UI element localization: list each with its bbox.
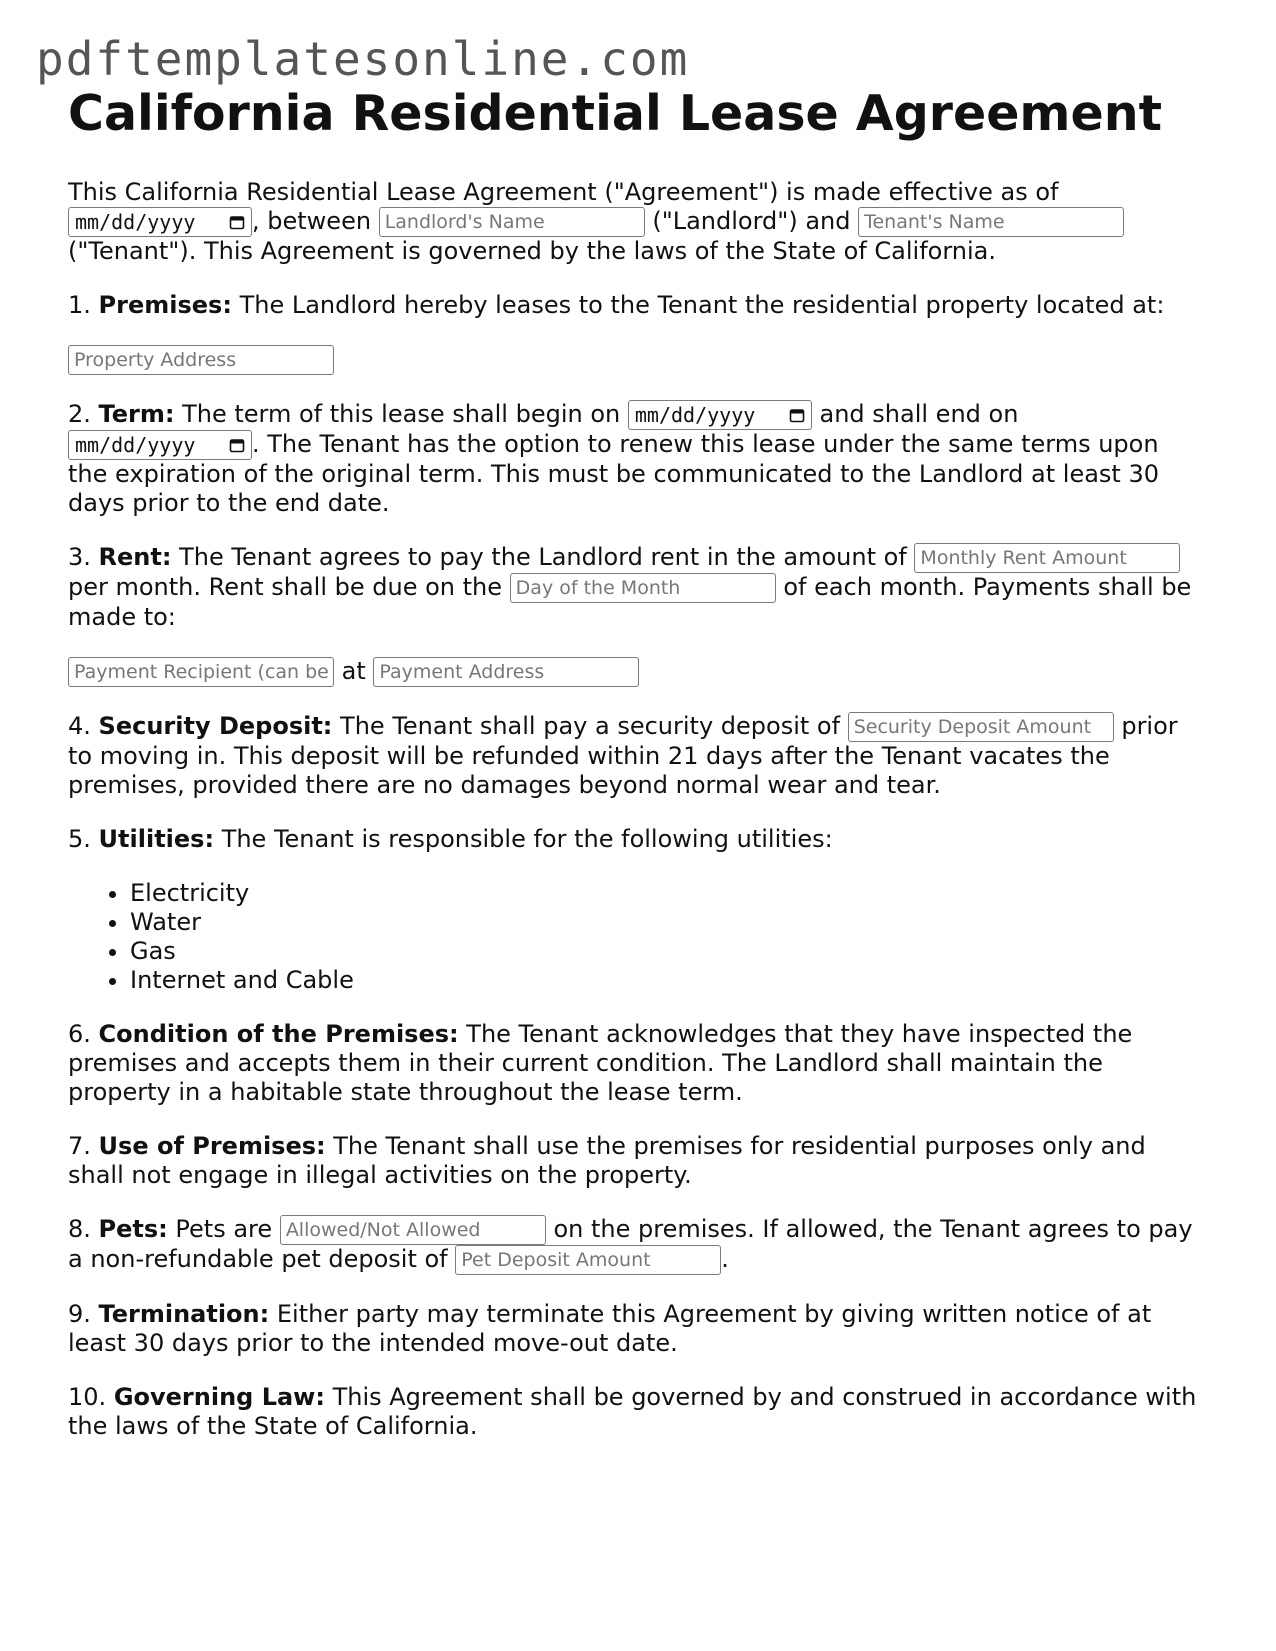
section-text: The Tenant shall use the premises for residential purposes only and shall not engage in illegal activities on the property. xyxy=(68,1132,1146,1189)
intro-text-3: ("Landlord") and xyxy=(652,207,851,235)
calendar-icon xyxy=(229,214,245,230)
section-text: Either party may terminate this Agreement by giving written notice of at least 30 days prior to the intended move-out date. xyxy=(68,1300,1152,1357)
page-title: California Residential Lease Agreement xyxy=(68,85,1163,142)
list-item: • Internet and Cable xyxy=(130,966,1203,995)
section-text: The Landlord hereby leases to the Tenant the residential property located at: xyxy=(239,291,1165,319)
monthly-rent-input[interactable] xyxy=(914,543,1180,573)
rent-text-1: The Tenant agrees to pay the Landlord rent in the amount of xyxy=(179,543,907,571)
section-text: The Tenant is responsible for the following utilities: xyxy=(221,825,833,853)
deposit-text-1: The Tenant shall pay a security deposit of xyxy=(340,712,841,740)
section-security-deposit xyxy=(68,712,1203,800)
section-rent xyxy=(68,543,1203,632)
pet-deposit-input[interactable] xyxy=(455,1245,721,1275)
section-number: 7. xyxy=(68,1132,91,1160)
list-item: • Electricity xyxy=(130,879,1203,908)
deposit-text-2: prior to moving in. This deposit will be refunded within 21 days after the Tenant vacates the premises, provided there are no damages beyond normal wear and tear. xyxy=(68,712,1178,799)
section-heading: Termination: xyxy=(98,1300,270,1328)
section-heading: Utilities: xyxy=(98,825,215,853)
section-number: 5. xyxy=(68,825,91,853)
watermark: pdftemplatesonline.com xyxy=(36,32,690,86)
list-item: • Water xyxy=(130,908,1203,937)
section-heading: Security Deposit: xyxy=(98,712,333,740)
rent-text-2: per month. Rent shall be due on the xyxy=(68,573,503,601)
section-number: 4. xyxy=(68,712,91,740)
section-number: 8. xyxy=(68,1215,91,1243)
section-heading: Rent: xyxy=(98,543,172,571)
section-heading: Governing Law: xyxy=(113,1383,325,1411)
term-text-1: The term of this lease shall begin on xyxy=(182,400,621,428)
payment-address-input[interactable] xyxy=(373,657,639,687)
section-pets xyxy=(68,1215,1203,1275)
section-number: 9. xyxy=(68,1300,91,1328)
term-text-3: . The Tenant has the option to renew this lease under the same terms upon the expiration of the original term. This must be communicated to the Landlord at least 30 days prior to the end date. xyxy=(68,430,1160,517)
section-governing-law xyxy=(68,1383,1203,1441)
landlord-name-input[interactable] xyxy=(379,207,645,237)
security-deposit-input[interactable] xyxy=(848,712,1114,742)
tenant-name-input[interactable] xyxy=(858,207,1124,237)
section-heading: Pets: xyxy=(98,1215,168,1243)
term-end-date-input[interactable]: mm/dd/yyyy xyxy=(68,430,252,460)
section-number: 1. xyxy=(68,291,91,319)
section-premises xyxy=(68,291,1203,320)
rent-text-3: of each month. Payments shall be made to: xyxy=(68,573,1192,631)
section-number: 10. xyxy=(68,1383,107,1411)
section-termination xyxy=(68,1300,1203,1358)
property-address-row xyxy=(68,345,1203,375)
pets-text-3: . xyxy=(721,1245,729,1273)
pets-text-1: Pets are xyxy=(175,1215,273,1243)
utilities-list xyxy=(68,879,1203,995)
term-text-2: and shall end on xyxy=(819,400,1019,428)
section-number: 2. xyxy=(68,400,91,428)
intro-text-2: , between xyxy=(252,207,372,235)
section-number: 6. xyxy=(68,1020,91,1048)
intro-text-4: ("Tenant"). This Agreement is governed by the laws of the State of California. xyxy=(68,237,997,265)
term-start-date-input[interactable]: mm/dd/yyyy xyxy=(628,400,812,430)
agreement-body xyxy=(68,178,1203,1466)
rent-day-input[interactable] xyxy=(510,573,776,603)
list-item: • Gas xyxy=(130,937,1203,966)
calendar-icon xyxy=(229,437,245,453)
section-text: The Tenant acknowledges that they have inspected the premises and accepts them in their current condition. The Landlord shall maintain the property in a habitable state throughout the lease term. xyxy=(68,1020,1133,1106)
intro-paragraph xyxy=(68,178,1203,266)
section-heading: Term: xyxy=(98,400,175,428)
payment-at-label: at xyxy=(341,657,366,685)
pets-allowed-input[interactable] xyxy=(280,1215,546,1245)
pets-text-2: on the premises. If allowed, the Tenant agrees to pay a non-refundable pet deposit of xyxy=(68,1215,1193,1273)
intro-text-1: This California Residential Lease Agreement ("Agreement") is made effective as of xyxy=(68,178,1059,206)
section-utilities xyxy=(68,825,1203,854)
calendar-icon xyxy=(789,407,805,423)
section-number: 3. xyxy=(68,543,91,571)
section-term xyxy=(68,400,1203,518)
section-heading: Use of Premises: xyxy=(98,1132,326,1160)
section-heading: Premises: xyxy=(98,291,232,319)
section-use xyxy=(68,1132,1203,1190)
section-text: This Agreement shall be governed by and construed in accordance with the laws of the State of California. xyxy=(68,1383,1197,1440)
property-address-input[interactable] xyxy=(68,345,334,375)
section-condition xyxy=(68,1020,1203,1107)
payment-recipient-input[interactable] xyxy=(68,657,334,687)
effective-date-input[interactable]: mm/dd/yyyy xyxy=(68,207,252,237)
payment-row xyxy=(68,657,1203,687)
section-heading: Condition of the Premises: xyxy=(98,1020,459,1048)
